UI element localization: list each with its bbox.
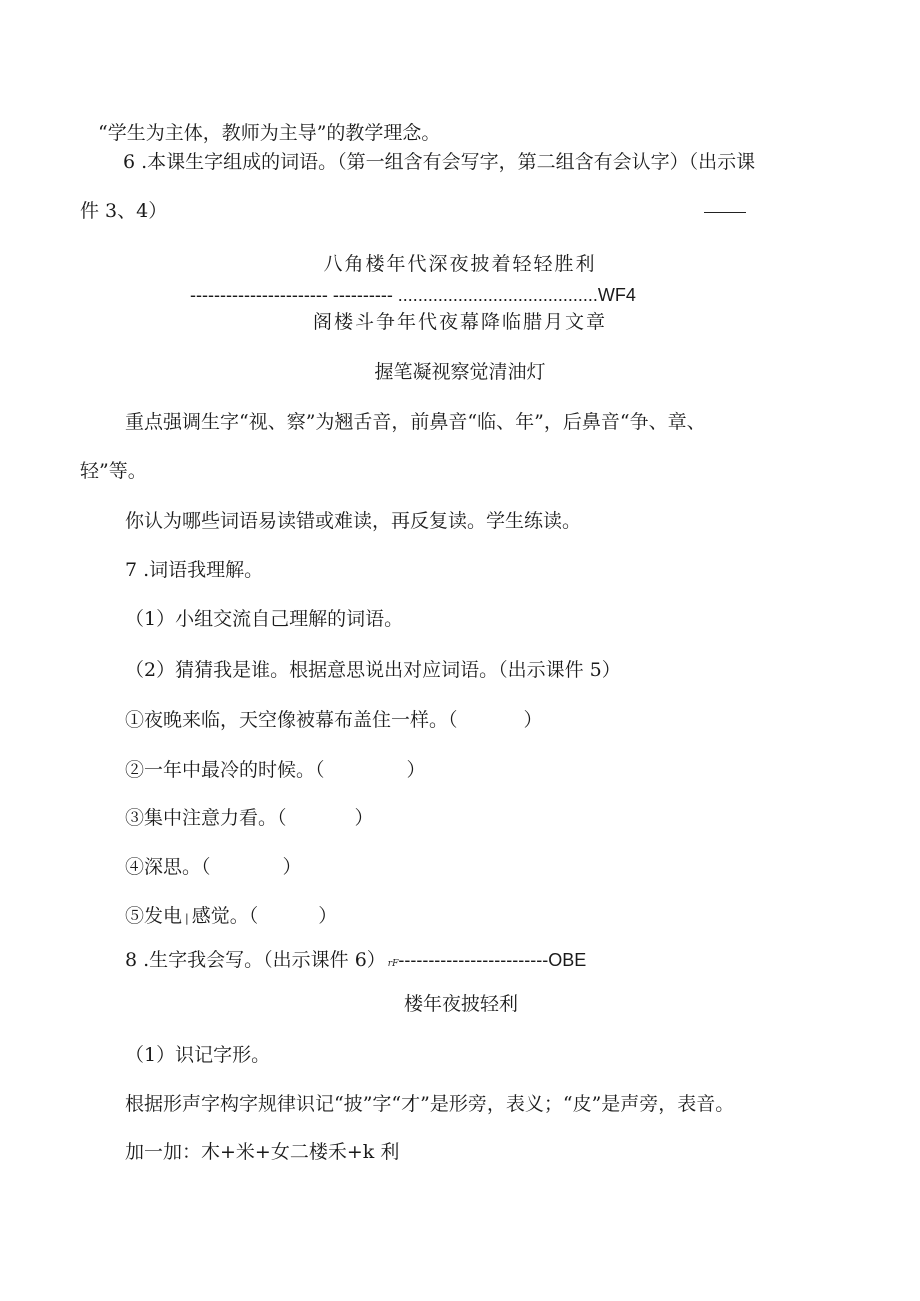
question-2: ②一年中最冷的时候。（ ） [125, 759, 426, 781]
sub-item-2: （2）猜猜我是谁。根据意思说出对应词语。（出示课件 5） [125, 659, 621, 681]
word-group-3: 握笔凝视察觉清油灯 [374, 361, 546, 383]
question-4: ④深思。（ ） [125, 856, 302, 878]
item-6-continuation: 件 3、4） [80, 200, 168, 222]
item-8-heading: 8 .生字我会写。（出示课件 6） rF-------------------------OBE [125, 949, 587, 971]
emphasis-note-continuation: 轻”等。 [80, 460, 147, 482]
question-5: ⑤发电 | 感觉。（ ） [125, 905, 338, 927]
add-components-line: 加一加：木+米+女二楼禾+k 利 [125, 1141, 400, 1163]
question-1: ①夜晚来临，天空像被幕布盖住一样。（ ） [125, 709, 543, 731]
item-6-heading: 6 .本课生字组成的词语。（第一组含有会写字，第二组含有会认字）（出示课 [123, 151, 756, 173]
phonetic-rule-note: 根据形声字构字规律识记“披”字“才”是形旁，表义；“皮”是声旁，表音。 [125, 1093, 735, 1115]
question-3: ③集中注意力看。（ ） [125, 807, 374, 829]
sub-item-recognize-shape: （1）识记字形。 [125, 1044, 271, 1066]
item-7-heading: 7 .词语我理解。 [125, 559, 264, 581]
word-group-1: 八角楼年代深夜披着轻轻胜利 [323, 253, 597, 275]
emphasis-note: 重点强调生字“视、察”为翘舌音，前鼻音“临、年”，后鼻音“争、章、 [125, 411, 706, 433]
short-rule [704, 212, 746, 213]
word-group-2: 阁楼斗争年代夜幕降临腊月文章 [312, 311, 607, 333]
practice-reading: 你认为哪些词语易读错或难读，再反复读。学生练读。 [125, 510, 582, 532]
text-line-1: “学生为主体，教师为主导”的教学理念。 [98, 122, 441, 144]
dashed-artifact-line: ----------------------- ---------- ........................................WF4 [190, 285, 636, 305]
sub-item-1: （1）小组交流自己理解的词语。 [125, 608, 404, 630]
write-characters: 楼年夜披轻利 [404, 993, 519, 1015]
